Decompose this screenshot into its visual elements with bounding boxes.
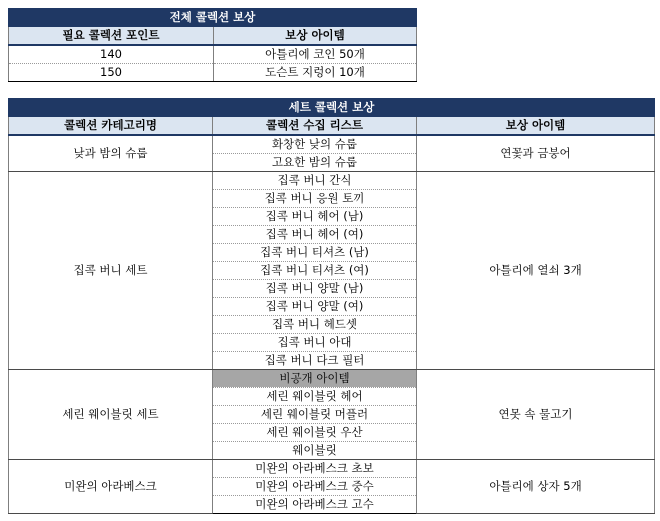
reward-cell: 아틀리에 상자 5개 bbox=[417, 460, 655, 514]
collection-item: 집콕 버니 헤어 (남) bbox=[213, 208, 417, 226]
collection-item: 집콕 버니 헤어 (여) bbox=[213, 226, 417, 244]
collection-item-hidden: 비공개 아이템 bbox=[213, 370, 417, 388]
reward-cell: 연꽃과 금붕어 bbox=[417, 135, 655, 172]
reward-cell: 도슨트 지렁이 10개 bbox=[214, 64, 417, 82]
table-row bbox=[9, 135, 655, 154]
total-reward-title: 전체 콜렉션 보상 bbox=[9, 9, 417, 27]
collection-item: 집콕 버니 양말 (여) bbox=[213, 298, 417, 316]
header-reward-item: 보상 아이템 bbox=[214, 27, 417, 46]
header-collection-list: 콜렉션 수집 리스트 bbox=[213, 117, 417, 136]
collection-item: 집콕 버니 티셔츠 (여) bbox=[213, 262, 417, 280]
table-row bbox=[9, 172, 655, 190]
points-cell: 150 bbox=[9, 64, 214, 82]
category-cell: 세린 웨이블릿 세트 bbox=[9, 370, 213, 460]
collection-item: 집콕 버니 티셔츠 (남) bbox=[213, 244, 417, 262]
header-reward-item: 보상 아이템 bbox=[417, 117, 655, 136]
collection-item: 집콕 버니 다크 필터 bbox=[213, 352, 417, 370]
collection-item: 세린 웨이블릿 우산 bbox=[213, 424, 417, 442]
table-row bbox=[9, 460, 655, 478]
collection-item: 세린 웨이블릿 헤어 bbox=[213, 388, 417, 406]
collection-item: 미완의 아라베스크 초보 bbox=[213, 460, 417, 478]
header-required-points: 필요 콜렉션 포인트 bbox=[9, 27, 214, 46]
collection-item: 웨이블릿 bbox=[213, 442, 417, 460]
points-cell: 140 bbox=[9, 45, 214, 64]
collection-item: 고요한 밤의 슈룹 bbox=[213, 154, 417, 172]
collection-item: 집콕 버니 응원 토끼 bbox=[213, 190, 417, 208]
collection-item: 집콕 버니 간식 bbox=[213, 172, 417, 190]
category-cell: 낮과 밤의 슈룹 bbox=[9, 135, 213, 172]
collection-item: 세린 웨이블릿 머플러 bbox=[213, 406, 417, 424]
collection-item: 화창한 낮의 슈룹 bbox=[213, 135, 417, 154]
collection-item: 집콕 버니 헤드셋 bbox=[213, 316, 417, 334]
total-collection-reward-table bbox=[8, 8, 417, 82]
table-row bbox=[9, 370, 655, 388]
category-cell: 미완의 아라베스크 bbox=[9, 460, 213, 514]
table-row bbox=[9, 64, 417, 82]
header-category: 콜렉션 카테고리명 bbox=[9, 117, 213, 136]
category-cell: 집콕 버니 세트 bbox=[9, 172, 213, 370]
reward-cell: 아틀리에 코인 50개 bbox=[214, 45, 417, 64]
reward-cell: 연못 속 물고기 bbox=[417, 370, 655, 460]
reward-cell: 아틀리에 열쇠 3개 bbox=[417, 172, 655, 370]
collection-item: 미완의 아라베스크 고수 bbox=[213, 496, 417, 514]
table-row bbox=[9, 45, 417, 64]
set-collection-reward-table bbox=[8, 98, 655, 514]
collection-item: 집콕 버니 아대 bbox=[213, 334, 417, 352]
set-reward-title: 세트 콜렉션 보상 bbox=[9, 99, 655, 117]
collection-item: 미완의 아라베스크 중수 bbox=[213, 478, 417, 496]
collection-item: 집콕 버니 양말 (남) bbox=[213, 280, 417, 298]
